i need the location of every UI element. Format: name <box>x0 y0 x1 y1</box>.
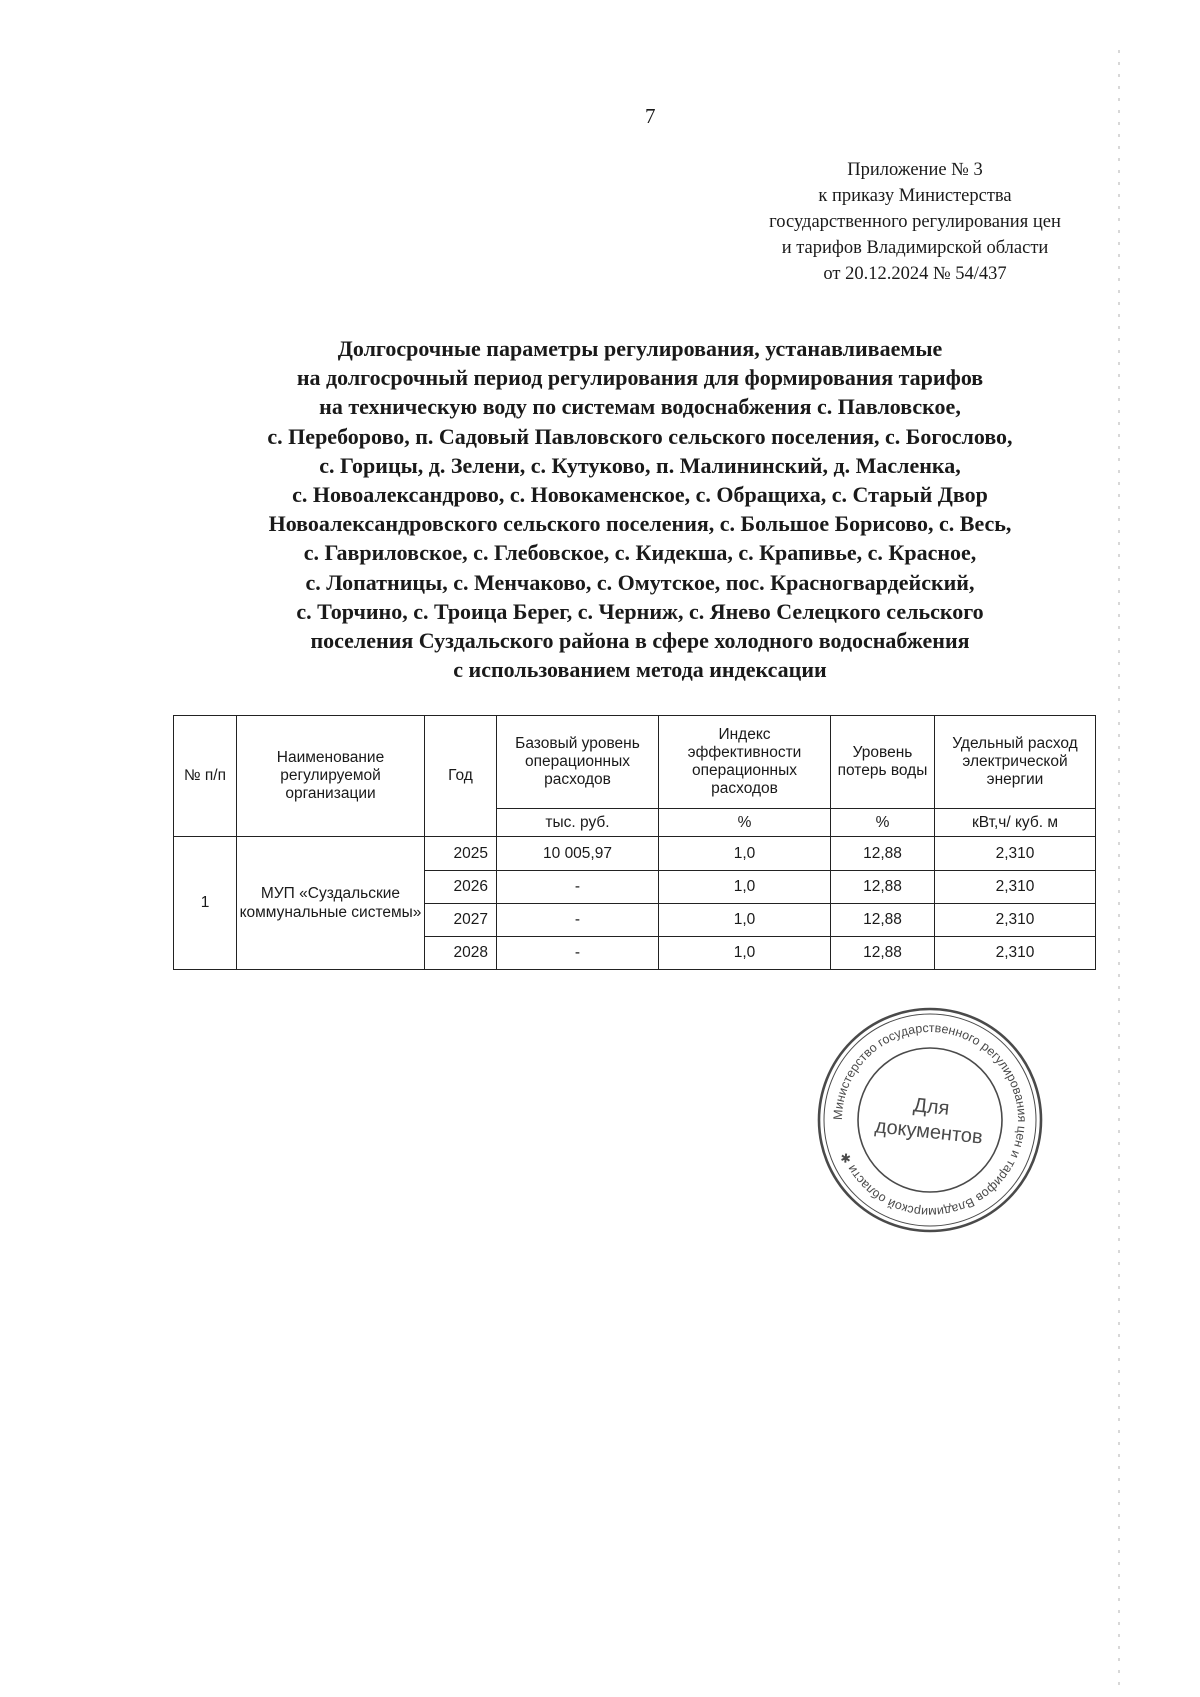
official-stamp <box>815 1005 1045 1235</box>
table-header-row <box>174 716 1096 809</box>
title-line: поселения Суздальского района в сфере холодного водоснабжения <box>310 628 970 654</box>
cell-index: 1,0 <box>659 871 831 904</box>
table-row <box>174 837 1096 871</box>
unit-index: % <box>659 809 831 837</box>
cell-loss: 12,88 <box>831 904 935 937</box>
title-line: с. Лопатницы, с. Менчаково, с. Омутское, пос. Красногвардейский, <box>305 569 975 595</box>
appendix-block <box>690 157 1140 287</box>
title-line: Новоалександровского сельского поселения, с. Большое Борисово, с. Весь, <box>268 511 1012 537</box>
header-base: Базовый уровень операционных расходов <box>497 716 659 809</box>
cell-loss: 12,88 <box>831 937 935 970</box>
title-line: с. Торчино, с. Троица Берег, с. Черниж, с. Янево Селецкого сельского <box>296 598 984 624</box>
title-line: Долгосрочные параметры регулирования, устанавливаемые <box>337 336 943 361</box>
header-loss: Уровень потерь воды <box>831 716 935 809</box>
cell-energy: 2,310 <box>935 904 1096 937</box>
cell-loss: 12,88 <box>831 837 935 871</box>
cell-energy: 2,310 <box>935 837 1096 871</box>
cell-index: 1,0 <box>659 904 831 937</box>
cell-year: 2028 <box>425 937 497 970</box>
appendix-line: и тарифов Владимирской области <box>781 238 1049 258</box>
cell-index: 1,0 <box>659 937 831 970</box>
cell-loss: 12,88 <box>831 871 935 904</box>
title-line: на техническую воду по системам водоснабжения с. Павловское, <box>319 394 961 420</box>
parameters-table <box>173 715 1096 970</box>
unit-loss: % <box>831 809 935 837</box>
stamp-ring-text: Министерство государственного регулирования цен и тарифов Владимирской области ✱ <box>830 1020 1030 1220</box>
stamp-outer-ring <box>819 1009 1041 1231</box>
title-line: на долгосрочный период регулирования для формирования тарифов <box>296 365 984 391</box>
header-num: № п/п <box>174 716 237 837</box>
header-org: Наименование регулируемой организации <box>237 716 425 837</box>
cell-base: - <box>497 904 659 937</box>
title-line: с. Гавриловское, с. Глебовское, с. Кидекша, с. Крапивье, с. Красное, <box>303 540 977 566</box>
unit-energy: кВт,ч/ куб. м <box>935 809 1096 837</box>
document-title <box>150 334 1130 684</box>
title-line: с использованием метода индексации <box>453 657 827 683</box>
row-num: 1 <box>174 837 237 970</box>
scan-edge-line <box>1118 50 1120 1690</box>
organization-name: МУП «Суздальские коммунальные системы» <box>237 837 425 970</box>
cell-base: 10 005,97 <box>497 837 659 871</box>
stamp-center-line: документов <box>873 1115 984 1149</box>
cell-year: 2025 <box>425 837 497 871</box>
appendix-line: к приказу Министерства <box>818 186 1012 206</box>
appendix-line: государственного регулирования цен <box>769 212 1061 232</box>
stamp-inner-ring <box>824 1014 1036 1226</box>
cell-base: - <box>497 871 659 904</box>
cell-year: 2026 <box>425 871 497 904</box>
header-year: Год <box>425 716 497 837</box>
unit-base: тыс. руб. <box>497 809 659 837</box>
header-index: Индекс эффективности операционных расходов <box>659 716 831 809</box>
appendix-line: Приложение № 3 <box>847 160 983 180</box>
header-energy: Удельный расход электрической энергии <box>935 716 1096 809</box>
title-line: с. Переборово, п. Садовый Павловского сельского поселения, с. Богослово, <box>267 423 1013 449</box>
cell-energy: 2,310 <box>935 937 1096 970</box>
cell-base: - <box>497 937 659 970</box>
page-number: 7 <box>645 104 656 128</box>
title-line: с. Новоалександрово, с. Новокаменское, с. Обращиха, с. Старый Двор <box>292 482 988 508</box>
cell-year: 2027 <box>425 904 497 937</box>
cell-index: 1,0 <box>659 837 831 871</box>
title-line: с. Горицы, д. Зелени, с. Кутуково, п. Малининский, д. Масленка, <box>319 452 961 478</box>
appendix-line: от 20.12.2024 № 54/437 <box>823 264 1007 284</box>
stamp-center-line: Для <box>912 1094 951 1120</box>
cell-energy: 2,310 <box>935 871 1096 904</box>
